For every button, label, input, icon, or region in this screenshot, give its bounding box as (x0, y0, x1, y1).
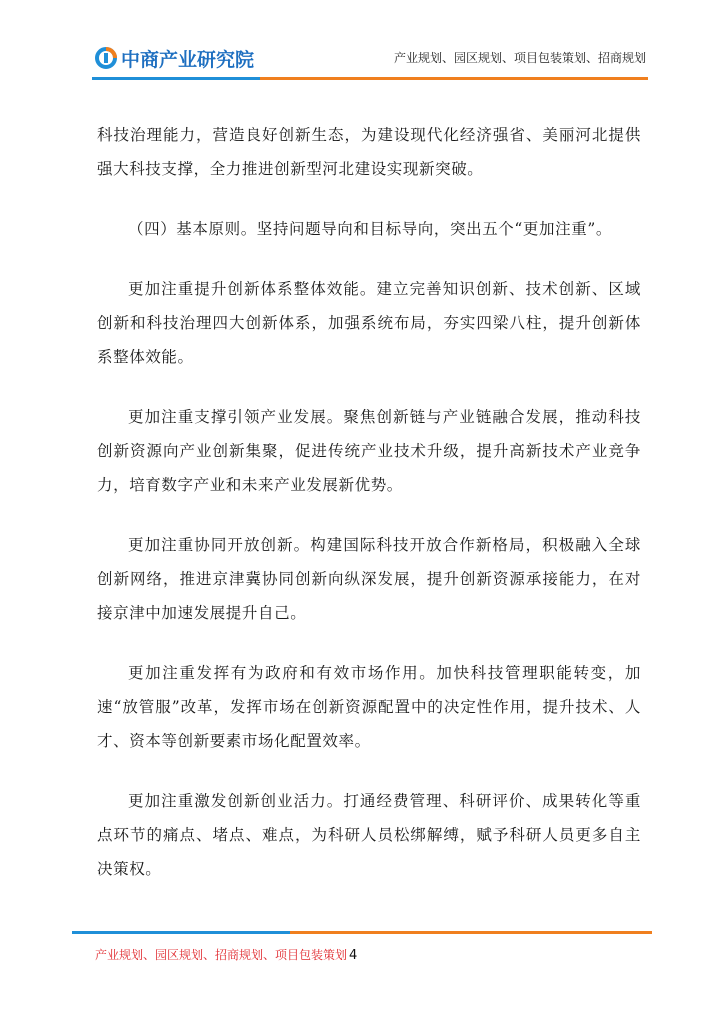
header-tagline: 产业规划、园区规划、项目包装策划、招商规划 (393, 51, 646, 65)
paragraph-3: 更加注重提升创新体系整体效能。建立完善知识创新、技术创新、区域创新和科技治理四大创新体系，加强系统布局，夯实四梁八柱，提升创新体系整体效能。 (97, 280, 641, 366)
footer-divider-blue (72, 931, 290, 934)
paragraph-4: 更加注重支撑引领产业发展。聚焦创新链与产业链融合发展，推动科技创新资源向产业创新集聚，促进传统产业技术升级，提升高新技术产业竞争力，培育数字产业和未来产业发展新优势。 (97, 408, 641, 494)
document-body (97, 118, 641, 912)
paragraph-7: 更加注重激发创新创业活力。打通经费管理、科研评价、成果转化等重点环节的痛点、堵点、难点，为科研人员松绑解缚，赋予科研人员更多自主决策权。 (97, 792, 641, 878)
page-footer (95, 946, 357, 963)
logo-text: 中商产业研究院 (121, 48, 255, 71)
paragraph-5: 更加注重协同开放创新。构建国际科技开放合作新格局，积极融入全球创新网络，推进京津冀协同创新向纵深发展，提升创新资源承接能力，在对接京津中加速发展提升自己。 (97, 536, 641, 622)
company-logo (95, 44, 254, 72)
footer-divider-orange (290, 931, 652, 934)
header-divider-blue (92, 77, 260, 80)
paragraph-1: 科技治理能力，营造良好创新生态，为建设现代化经济强省、美丽河北提供强大科技支撑，全力推进创新型河北建设实现新突破。 (97, 126, 641, 178)
paragraph-6: 更加注重发挥有为政府和有效市场作用。加快科技管理职能转变，加速“放管服”改革，发挥市场在创新资源配置中的决定性作用，提升技术、人才、资本等创新要素市场化配置效率。 (97, 664, 641, 750)
footer-tagline: 产业规划、园区规划、招商规划、项目包装策划 (95, 948, 348, 962)
page-number: 4 (349, 948, 358, 963)
header-divider-orange (260, 77, 648, 80)
logo-mark-icon (95, 47, 117, 69)
page-header (0, 0, 724, 90)
paragraph-2: （四）基本原则。坚持问题导向和目标导向，突出五个“更加注重”。 (128, 220, 612, 238)
